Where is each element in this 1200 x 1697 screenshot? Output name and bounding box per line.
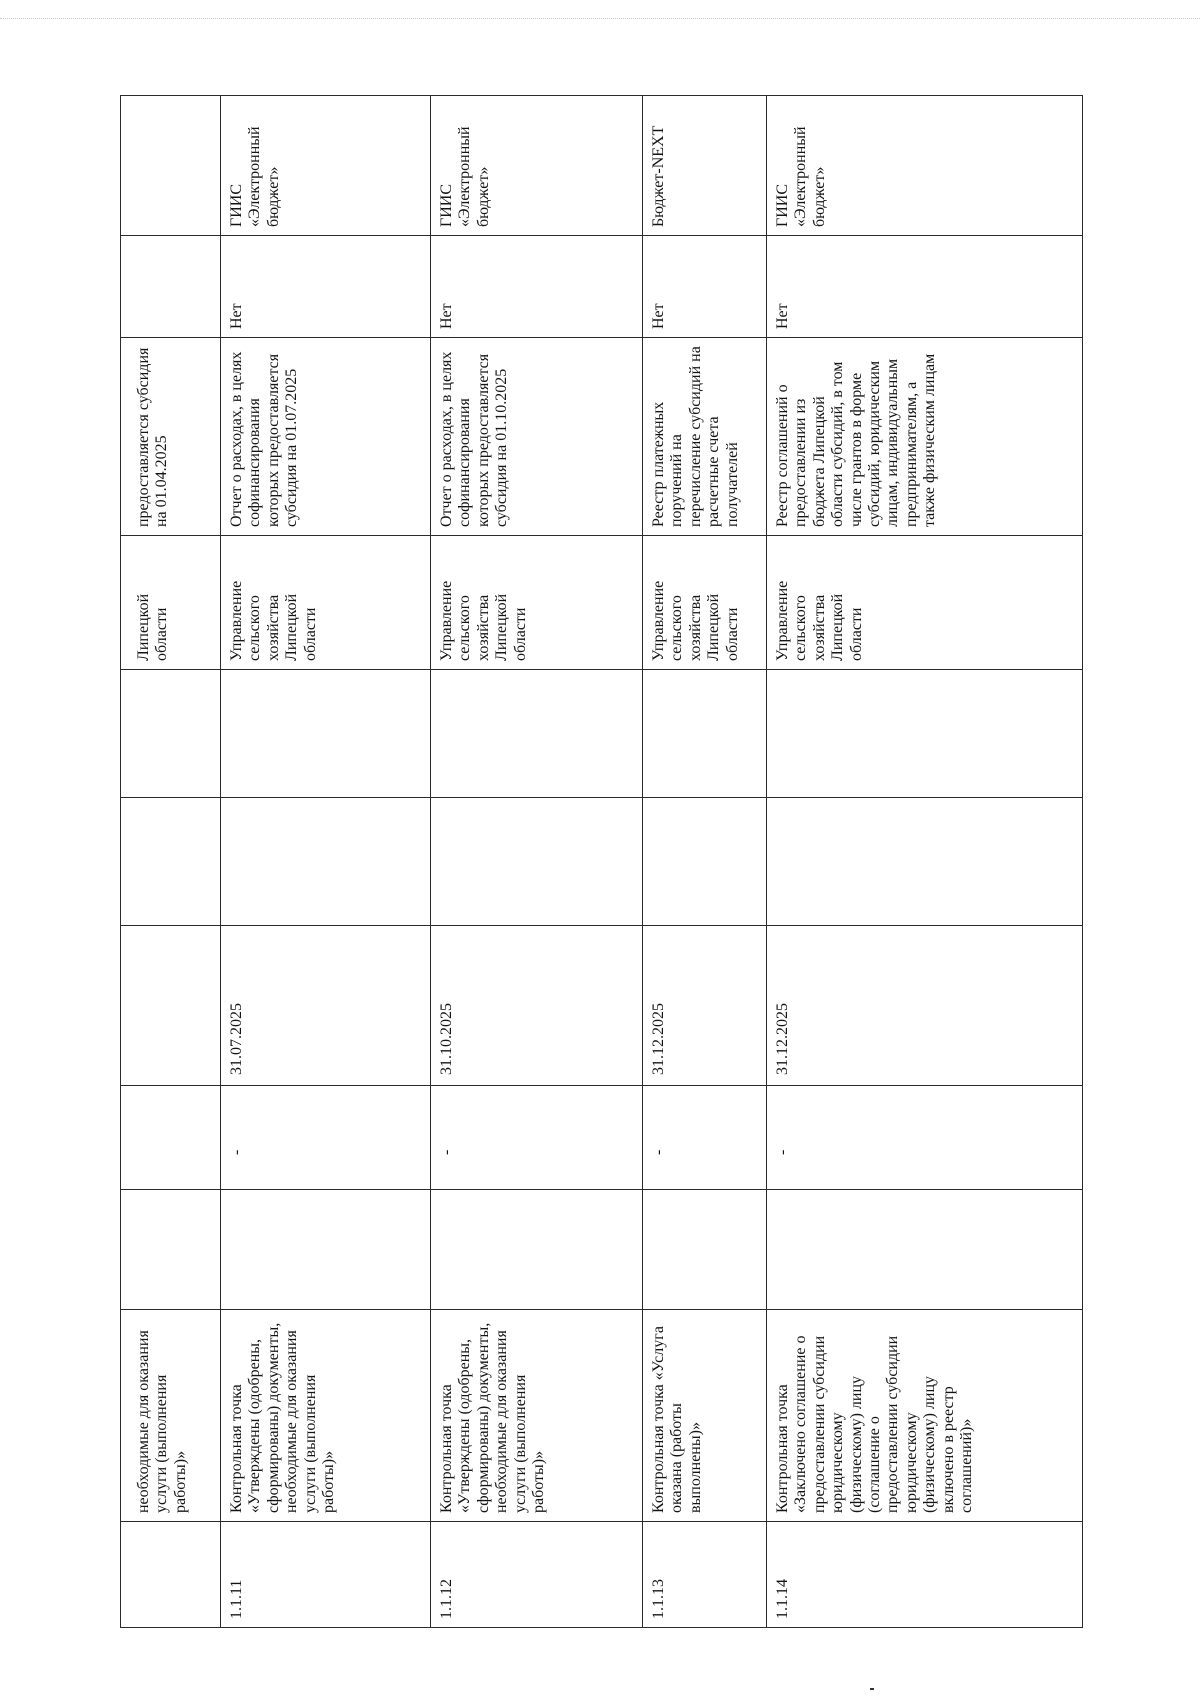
cell-number: 1.1.11 — [221, 1522, 431, 1628]
cell-col7 — [643, 670, 767, 798]
cell-responsible: Управление сельского хозяйства Липецкой области — [431, 536, 643, 670]
top-dotted-rule — [0, 18, 1200, 19]
cell-col7 — [767, 670, 1083, 798]
cell-responsible: Управление сельского хозяйства Липецкой области — [643, 536, 767, 670]
table-row-1-1-12 — [431, 96, 643, 1628]
cell-col3 — [121, 1190, 221, 1310]
cell-document: Отчет о расходах, в целях софинансирования которых предоставляется субсидия на 01.10.2025 — [431, 338, 643, 536]
cell-flag: Нет — [643, 236, 767, 338]
table-row-1-1-13 — [643, 96, 767, 1628]
cell-col3 — [221, 1190, 431, 1310]
cell-date: 31.07.2025 — [221, 926, 431, 1086]
cell-flag — [121, 236, 221, 338]
cell-col6 — [121, 798, 221, 926]
cell-col6 — [767, 798, 1083, 926]
cell-system: ГИИС «Электронный бюджет» — [431, 96, 643, 236]
cell-document: Реестр соглашений о предоставлении из бюджета Липецкой области субсидий, в том числе грантов в форме субсидий, юридическим лицам, индивидуальным предпринимателям, а также физическим лицам — [767, 338, 1083, 536]
cell-date: 31.12.2025 — [643, 926, 767, 1086]
cell-col4: - — [221, 1086, 431, 1190]
cell-col3 — [767, 1190, 1083, 1310]
cell-number — [121, 1522, 221, 1628]
cell-system: Бюджет-NEXT — [643, 96, 767, 236]
cell-number: 1.1.14 — [767, 1522, 1083, 1628]
cell-col6 — [221, 798, 431, 926]
cell-flag: Нет — [431, 236, 643, 338]
cell-responsible: Управление сельского хозяйства Липецкой области — [767, 536, 1083, 670]
cell-system: ГИИС «Электронный бюджет» — [767, 96, 1083, 236]
cell-col3 — [643, 1190, 767, 1310]
rotated-table-container — [120, 96, 1082, 1628]
cell-name: Контрольная точка «Утверждены (одобрены, сформированы) документы, необходимые для оказания услуги (выполнения работы)» — [221, 1310, 431, 1522]
cell-document: предоставляется субсидия на 01.04.2025 — [121, 338, 221, 536]
cell-document: Реестр платежных поручений на перечисление субсидий на расчетные счета получателей — [643, 338, 767, 536]
cell-system — [121, 96, 221, 236]
control-points-table — [120, 95, 1083, 1628]
cell-system: ГИИС «Электронный бюджет» — [221, 96, 431, 236]
cell-col4: - — [643, 1086, 767, 1190]
cell-name: Контрольная точка «Заключено соглашение о предоставлении субсидии юридическому (физическому) лицу (соглашение о предоставлении субсидии юридическому (физическому) лицу включено в реестр соглашений)» — [767, 1310, 1083, 1522]
cell-col4 — [121, 1086, 221, 1190]
table-row-continuation — [121, 96, 221, 1628]
cell-col7 — [221, 670, 431, 798]
cell-col3 — [431, 1190, 643, 1310]
cell-date: 31.10.2025 — [431, 926, 643, 1086]
table-row-1-1-14 — [767, 96, 1083, 1628]
cell-col7 — [431, 670, 643, 798]
cell-responsible: Управление сельского хозяйства Липецкой области — [221, 536, 431, 670]
cell-responsible: Липецкой области — [121, 536, 221, 670]
cell-name: Контрольная точка «Утверждены (одобрены, сформированы) документы, необходимые для оказания услуги (выполнения работы)» — [431, 1310, 643, 1522]
cell-flag: Нет — [767, 236, 1083, 338]
cell-col6 — [643, 798, 767, 926]
cell-date: 31.12.2025 — [767, 926, 1083, 1086]
page-dot-mark — [870, 1688, 874, 1690]
cell-col5 — [121, 926, 221, 1086]
cell-flag: Нет — [221, 236, 431, 338]
cell-col4: - — [767, 1086, 1083, 1190]
cell-col6 — [431, 798, 643, 926]
cell-name: Контрольная точка «Услуга оказана (работы выполнены)» — [643, 1310, 767, 1522]
cell-number: 1.1.12 — [431, 1522, 643, 1628]
cell-number: 1.1.13 — [643, 1522, 767, 1628]
cell-col4: - — [431, 1086, 643, 1190]
cell-col7 — [121, 670, 221, 798]
cell-document: Отчет о расходах, в целях софинансирования которых предоставляется субсидия на 01.07.2025 — [221, 338, 431, 536]
cell-name: необходимые для оказания услуги (выполнения работы)» — [121, 1310, 221, 1522]
table-row-1-1-11 — [221, 96, 431, 1628]
